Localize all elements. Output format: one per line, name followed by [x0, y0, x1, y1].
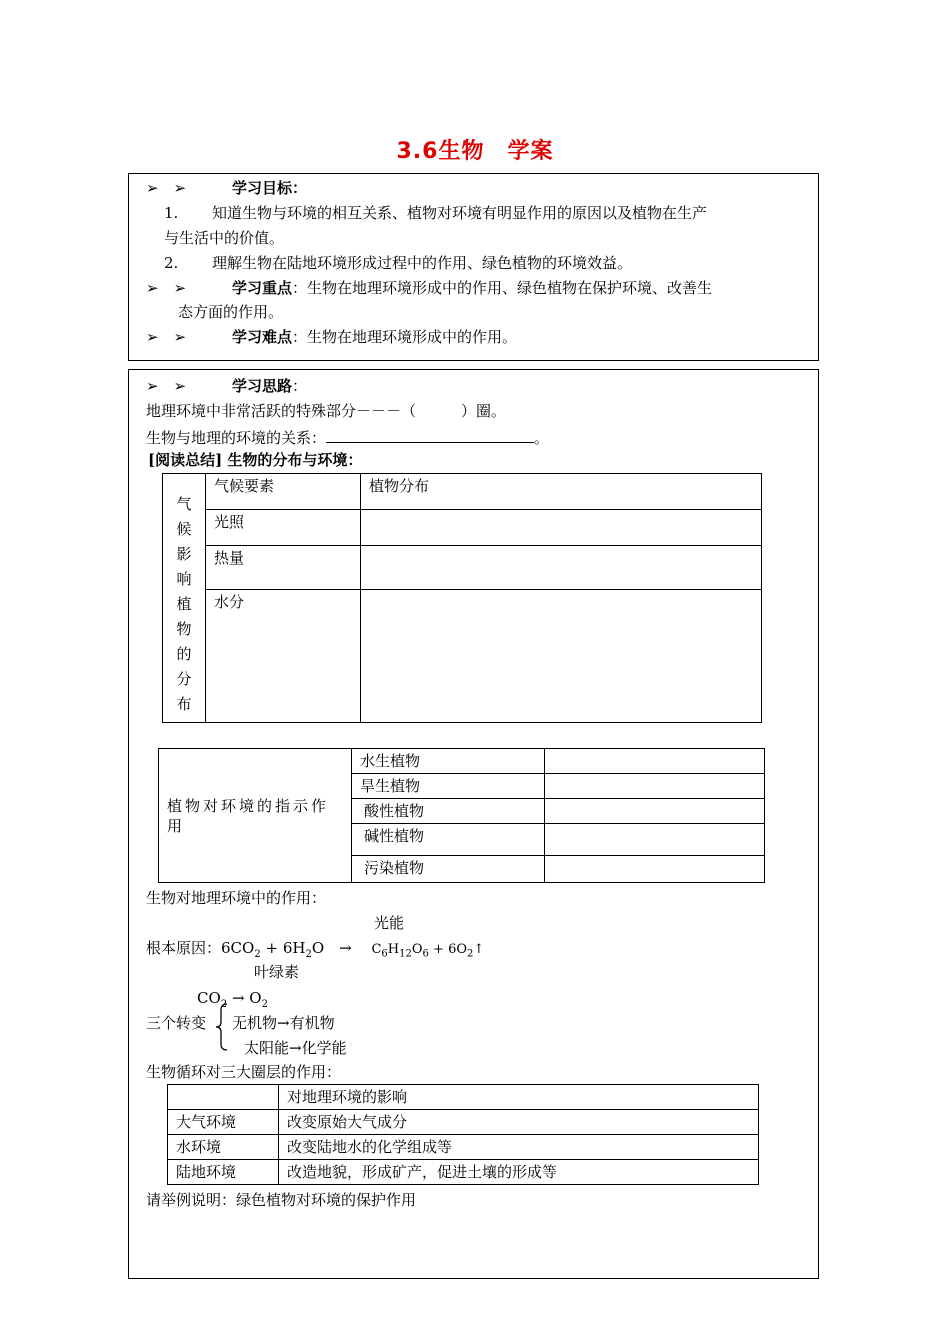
- side-char: 植: [176, 595, 192, 613]
- objective-1-cont: 与生活中的价值。: [164, 229, 285, 247]
- objectives-heading: 学习目标：: [232, 179, 308, 197]
- change-inorganic: 无机物→有机物: [232, 1014, 335, 1032]
- objective-2-num: 2.: [164, 254, 179, 272]
- thinking-line-2: [146, 426, 549, 448]
- cycle-effect: 改造地貌，形成矿产，促进土壤的形成等: [279, 1160, 759, 1185]
- climate-row-water: 水分: [206, 590, 361, 723]
- bullet-icon: ➢ ➢: [146, 179, 187, 197]
- difficult-heading: 学习难点: [232, 328, 293, 346]
- indicator-cell[interactable]: [545, 774, 765, 799]
- side-char: 候: [176, 520, 192, 538]
- thinking-line-1: 地理环境中非常活跃的特殊部分－－－（ ）圈。: [146, 402, 507, 420]
- side-char: 的: [176, 645, 192, 663]
- relation-label: 生物与地理的环境的关系：: [146, 429, 327, 447]
- climate-cell[interactable]: [361, 590, 762, 723]
- co2-sub: 2: [220, 999, 228, 1010]
- objective-1-text: 知道生物与环境的相互关系、植物对环境有明显作用的原因以及植物在生产: [212, 204, 708, 222]
- key-points: [146, 278, 712, 298]
- objective-1: [164, 203, 707, 223]
- indicator-cell[interactable]: [545, 824, 765, 856]
- bullet-icon: ➢ ➢: [146, 279, 187, 297]
- relation-end: 。: [534, 429, 550, 447]
- climate-side-label: [163, 474, 206, 723]
- example-prompt: 请举例说明：绿色植物对环境的保护作用: [146, 1191, 417, 1209]
- indicator-row: 碱性植物: [352, 824, 545, 856]
- brace-icon: [215, 1002, 229, 1052]
- difficult-points: [146, 327, 517, 347]
- cycle-effect: 改变陆地水的化学组成等: [279, 1135, 759, 1160]
- page-title: 3.6生物 学案: [396, 139, 554, 164]
- climate-cell[interactable]: [361, 546, 762, 590]
- change-co2-o2: [197, 988, 268, 1015]
- difficult-text: ：生物在地理环境形成中的作用。: [292, 328, 518, 346]
- indicator-cell[interactable]: [545, 856, 765, 883]
- indicator-label-text: 植物对环境的指示作用: [167, 796, 330, 835]
- plant-col-header: 植物分布: [361, 474, 762, 510]
- read-summary: [阅读总结] 生物的分布与环境：: [148, 451, 363, 469]
- side-char: 影: [176, 545, 192, 563]
- climate-table: [162, 473, 762, 723]
- photosynthesis-equation: 根本原因：$6CO_2 + 6H_2O$ → $C_6H_{12}O_6$ + $6O_2↑$: [146, 939, 485, 960]
- cycle-heading: 生物循环对三大圈层的作用：: [146, 1063, 342, 1081]
- side-char: 布: [176, 695, 192, 713]
- indicator-cell[interactable]: [545, 749, 765, 774]
- side-char: 分: [176, 670, 192, 688]
- o2-sub: 2: [261, 999, 268, 1010]
- indicator-table: [158, 748, 765, 883]
- climate-row-light: 光照: [206, 510, 361, 546]
- change-energy: 太阳能→化学能: [244, 1039, 347, 1057]
- indicator-label: [159, 749, 352, 883]
- bullet-icon: ➢ ➢: [146, 377, 187, 395]
- thinking-colon: ：: [292, 377, 308, 395]
- cycle-sphere: 陆地环境: [168, 1160, 279, 1185]
- indicator-row: 污染植物: [352, 856, 545, 883]
- relation-blank[interactable]: [326, 426, 534, 443]
- o2: O: [249, 989, 262, 1007]
- light-energy: 光能: [374, 914, 405, 932]
- cycle-sphere: 大气环境: [168, 1110, 279, 1135]
- indicator-row: 旱生植物: [352, 774, 545, 799]
- reason-label: 根本原因：: [146, 939, 222, 957]
- cycle-header: 对地理环境的影响: [279, 1085, 759, 1110]
- climate-row-heat: 热量: [206, 546, 361, 590]
- cycle-sphere: 水环境: [168, 1135, 279, 1160]
- objective-2: [164, 253, 632, 273]
- cycle-table: [167, 1084, 759, 1185]
- bullet-icon: ➢ ➢: [146, 328, 187, 346]
- thinking-heading-line: [146, 376, 307, 396]
- objectives-heading-line: [146, 178, 307, 198]
- key-text: ：生物在地理环境形成中的作用、绿色植物在保护环境、改善生: [292, 279, 713, 297]
- indicator-row: 酸性植物: [352, 799, 545, 824]
- climate-col-header: 气候要素: [206, 474, 361, 510]
- role-heading: 生物对地理环境中的作用：: [146, 889, 327, 907]
- cycle-corner: [168, 1085, 279, 1110]
- cycle-effect: 改变原始大气成分: [279, 1110, 759, 1135]
- key-points-cont: 态方面的作用。: [178, 303, 284, 321]
- side-char: 响: [176, 570, 192, 588]
- three-changes-label: 三个转变: [146, 1014, 207, 1032]
- objective-2-text: 理解生物在陆地环境形成过程中的作用、绿色植物的环境效益。: [212, 254, 633, 272]
- thinking-heading: 学习思路: [232, 377, 293, 395]
- co2: CO: [197, 989, 221, 1007]
- indicator-cell[interactable]: [545, 799, 765, 824]
- arrow-icon: →: [231, 989, 245, 1007]
- side-char: 气: [176, 495, 192, 513]
- climate-cell[interactable]: [361, 510, 762, 546]
- side-char: 物: [176, 620, 192, 638]
- objective-1-num: 1.: [164, 204, 179, 222]
- indicator-row: 水生植物: [352, 749, 545, 774]
- chlorophyll: 叶绿素: [254, 963, 300, 981]
- key-heading: 学习重点: [232, 279, 293, 297]
